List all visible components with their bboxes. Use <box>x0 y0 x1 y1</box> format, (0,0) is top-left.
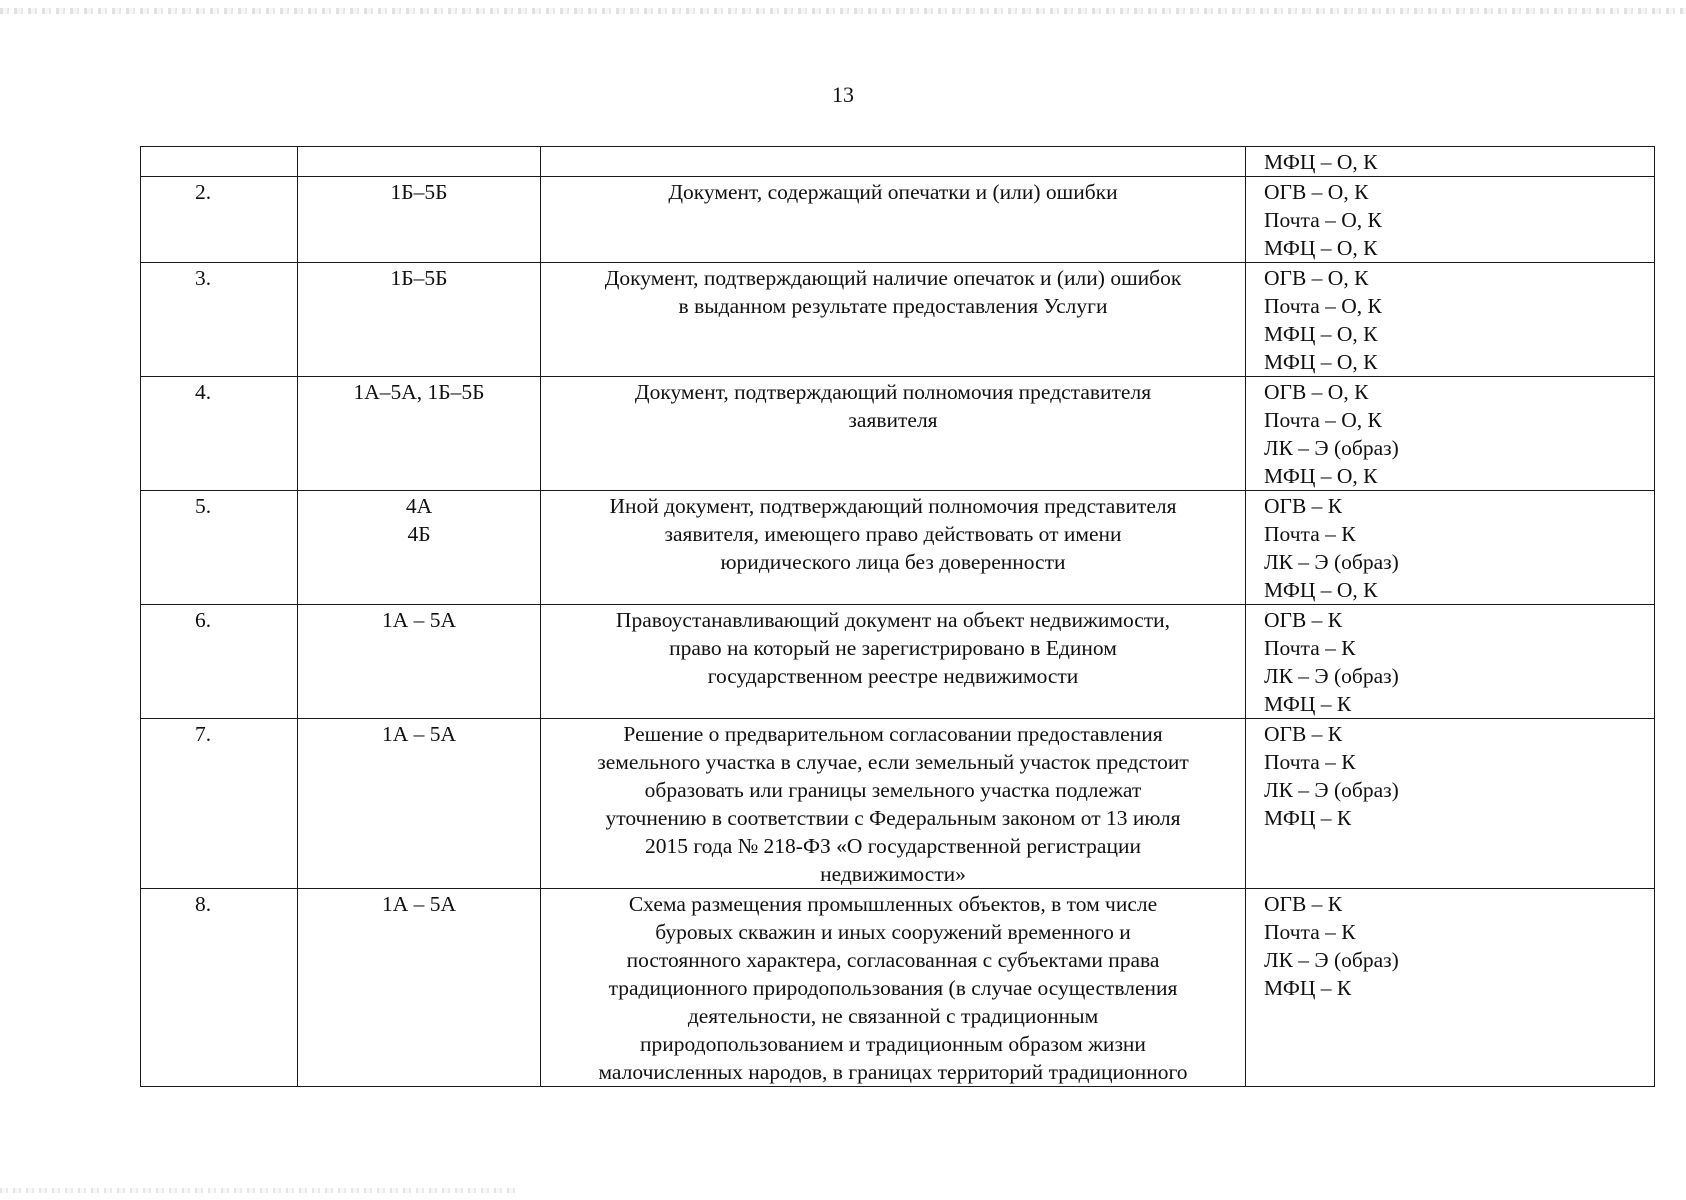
document-line: Документ, подтверждающий наличие опечаток и (или) ошибок <box>604 266 1182 290</box>
channel-line: Почта – К <box>1264 522 1356 546</box>
table-row <box>141 605 1655 719</box>
cell-document <box>541 889 1246 1087</box>
cell-channels <box>1246 719 1655 889</box>
table-row <box>141 263 1655 377</box>
cell-document <box>541 491 1246 605</box>
cell-channels <box>1246 177 1655 263</box>
channel-line: МФЦ – К <box>1264 806 1352 830</box>
cell-number: 2. <box>141 177 298 263</box>
channel-line: ЛК – Э (образ) <box>1264 550 1399 574</box>
channel-line: ЛК – Э (образ) <box>1264 948 1399 972</box>
channel-line: Почта – О, К <box>1264 208 1382 232</box>
channel-line: ЛК – Э (образ) <box>1264 778 1399 802</box>
channel-line: МФЦ – О, К <box>1264 150 1378 174</box>
document-line: юридического лица без доверенности <box>720 550 1066 574</box>
cell-codes <box>298 889 541 1087</box>
document-line: малочисленных народов, в границах территорий традиционного <box>598 1060 1188 1084</box>
cell-document <box>541 177 1246 263</box>
channel-line: МФЦ – О, К <box>1264 464 1378 488</box>
table-row <box>141 377 1655 491</box>
code-line: 1А – 5А <box>381 722 457 746</box>
channel-line: ОГВ – О, К <box>1264 180 1369 204</box>
channel-line: ОГВ – О, К <box>1264 266 1369 290</box>
document-line: 2015 года № 218-ФЗ «О государственной регистрации <box>645 834 1141 858</box>
cell-codes <box>298 263 541 377</box>
document-line: заявителя, имеющего право действовать от имени <box>664 522 1122 546</box>
document-line: Правоустанавливающий документ на объект недвижимости, <box>615 608 1171 632</box>
cell-number: 4. <box>141 377 298 491</box>
channel-line: Почта – К <box>1264 920 1356 944</box>
code-line: 1А – 5А <box>381 608 457 632</box>
channel-line: Почта – К <box>1264 750 1356 774</box>
scan-edge-top <box>0 8 1686 14</box>
cell-channels <box>1246 147 1655 177</box>
cell-number <box>141 147 298 177</box>
channel-line: МФЦ – К <box>1264 976 1352 1000</box>
document-line: Документ, подтверждающий полномочия представителя <box>634 380 1152 404</box>
document-line: Документ, содержащий опечатки и (или) ошибки <box>668 180 1118 204</box>
cell-document <box>541 719 1246 889</box>
cell-codes <box>298 377 541 491</box>
channel-line: МФЦ – О, К <box>1264 578 1378 602</box>
cell-document <box>541 147 1246 177</box>
cell-channels <box>1246 605 1655 719</box>
document-line: заявителя <box>848 408 938 432</box>
channel-line: ОГВ – К <box>1264 494 1343 518</box>
cell-codes <box>298 147 541 177</box>
cell-number: 6. <box>141 605 298 719</box>
cell-number: 7. <box>141 719 298 889</box>
scan-edge-bottom <box>0 1188 520 1193</box>
channel-line: ОГВ – К <box>1264 722 1343 746</box>
document-line: в выданном результате предоставления Услуги <box>678 294 1108 318</box>
channel-line: Почта – К <box>1264 636 1356 660</box>
document-line: образовать или границы земельного участка подлежат <box>644 778 1142 802</box>
channel-line: ЛК – Э (образ) <box>1264 436 1399 460</box>
table-row <box>141 889 1655 1087</box>
cell-channels <box>1246 263 1655 377</box>
documents-table <box>140 146 1655 1087</box>
cell-document <box>541 605 1246 719</box>
cell-codes <box>298 719 541 889</box>
cell-channels <box>1246 377 1655 491</box>
page-number: 13 <box>832 82 854 107</box>
code-line: 4А <box>405 494 433 518</box>
table-row-continuation <box>141 147 1655 177</box>
channel-line: Почта – О, К <box>1264 294 1382 318</box>
document-line: недвижимости» <box>820 862 966 886</box>
channel-line: МФЦ – О, К <box>1264 350 1378 374</box>
code-line: 1А–5А, 1Б–5Б <box>353 380 485 404</box>
cell-document <box>541 377 1246 491</box>
code-line: 1Б–5Б <box>390 180 448 204</box>
table-row <box>141 719 1655 889</box>
document-line: Иной документ, подтверждающий полномочия представителя <box>609 494 1177 518</box>
cell-document <box>541 263 1246 377</box>
channel-line: ЛК – Э (образ) <box>1264 664 1399 688</box>
document-line: Решение о предварительном согласовании предоставления <box>623 722 1163 746</box>
channel-line: МФЦ – О, К <box>1264 236 1378 260</box>
channel-line: МФЦ – О, К <box>1264 322 1378 346</box>
channel-line: ОГВ – К <box>1264 892 1343 916</box>
cell-number: 3. <box>141 263 298 377</box>
document-line: государственном реестре недвижимости <box>707 664 1079 688</box>
channel-line: МФЦ – К <box>1264 692 1352 716</box>
cell-codes <box>298 491 541 605</box>
cell-number: 5. <box>141 491 298 605</box>
channel-line: ОГВ – К <box>1264 608 1343 632</box>
cell-channels <box>1246 889 1655 1087</box>
document-line: традиционного природопользования (в случае осуществления <box>608 976 1178 1000</box>
document-line: право на который не зарегистрировано в Едином <box>669 636 1117 660</box>
document-line: постоянного характера, согласованная с субъектами права <box>626 948 1160 972</box>
table-row <box>141 177 1655 263</box>
cell-codes <box>298 605 541 719</box>
table-row <box>141 491 1655 605</box>
cell-number: 8. <box>141 889 298 1087</box>
cell-codes <box>298 177 541 263</box>
document-line: Схема размещения промышленных объектов, в том числе <box>628 892 1158 916</box>
cell-channels <box>1246 491 1655 605</box>
document-line: земельного участка в случае, если земельный участок предстоит <box>597 750 1189 774</box>
channel-line: Почта – О, К <box>1264 408 1382 432</box>
document-line: природопользованием и традиционным образом жизни <box>640 1032 1146 1056</box>
code-line: 1Б–5Б <box>390 266 448 290</box>
channel-line: ОГВ – О, К <box>1264 380 1369 404</box>
code-line: 1А – 5А <box>381 892 457 916</box>
document-line: деятельности, не связанной с традиционным <box>687 1004 1099 1028</box>
code-line: 4Б <box>407 522 431 546</box>
document-line: уточнению в соответствии с Федеральным законом от 13 июля <box>605 806 1181 830</box>
document-line: буровых скважин и иных сооружений временного и <box>655 920 1131 944</box>
